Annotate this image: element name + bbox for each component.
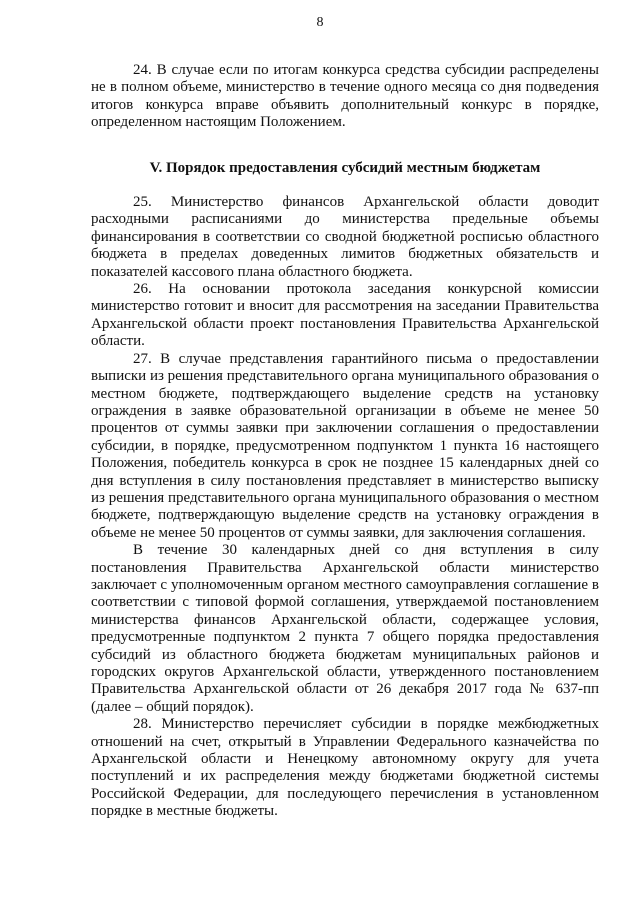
section-heading: V. Порядок предоставления субсидий местным бюджетам xyxy=(149,159,541,176)
document-body xyxy=(91,62,599,821)
paragraph-24: 24. В случае если по итогам конкурса средства субсидии распределены не в полном объеме, министерство в течение одного месяца со дня подведения итогов конкурса вправе объявить дополнительный конкурс в порядке, определенном настоящим Положением. xyxy=(91,62,599,131)
paragraph-26: 26. На основании протокола заседания конкурсной комиссии министерство готовит и вносит для рассмотрения на заседании Правительства Архангельской области проект постановления Правительства Архангельской области. xyxy=(91,281,599,350)
paragraph-27: 27. В случае представления гарантийного письма о предоставлении выписки из решения представительного органа муниципального образования о местном бюджете, подтверждающего выделение средств на установку ограждения в заявке образовательной организации в объеме не менее 50 процентов от суммы заявки при заключении соглашения о предоставлении субсидии, в порядке, предусмотренном подпунктом 1 пункта 16 настоящего Положения, победитель конкурса в срок не позднее 15 календарных дней со дня вступления в силу постановления представляет в министерство выписку из решения представительного органа муниципального образования о местном бюджете, подтверждающую выделение средств на установку ограждения в объеме не менее 50 процентов от суммы заявки, для заключения соглашения. xyxy=(91,350,600,541)
paragraph-28: 28. Министерство перечисляет субсидии в порядке межбюджетных отношений на счет, открытый в Управлении Федерального казначейства по Архангельской области и Ненецкому автономному округу для учета поступлений и их распределения между бюджетами бюджетной системы Российской Федерации, для последующего перечисления в установленном порядке в местные бюджеты. xyxy=(91,716,599,820)
paragraph-25: 25. Министерство финансов Архангельской области доводит расходными расписаниями до министерства предельные объемы финансирования в соответствии со сводной бюджетной росписью областного бюджета в пределах доведенных лимитов бюджетных обязательств и показателей кассового плана областного бюджета. xyxy=(91,194,599,280)
paragraph-27-continued: В течение 30 календарных дней со дня вступления в силу постановления Правительства Архангельской области министерство заключает с уполномоченным органом местного самоуправления соглашение в соответствии с типовой формой соглашения, утверждаемой постановлением министерства финансов Архангельской области, содержащее условия, предусмотренные подпунктом 2 пункта 7 общего порядка предоставления субсидий из областного бюджета бюджетам муниципальных районов и городских округов Архангельской области, утвержденного постановлением Правительства Архангельской области от 26 декабря 2017 года № 637-пп (далее – общий порядок). xyxy=(91,542,599,715)
spacer xyxy=(91,132,599,160)
page-number: 8 xyxy=(316,15,324,30)
spacer xyxy=(91,177,599,194)
